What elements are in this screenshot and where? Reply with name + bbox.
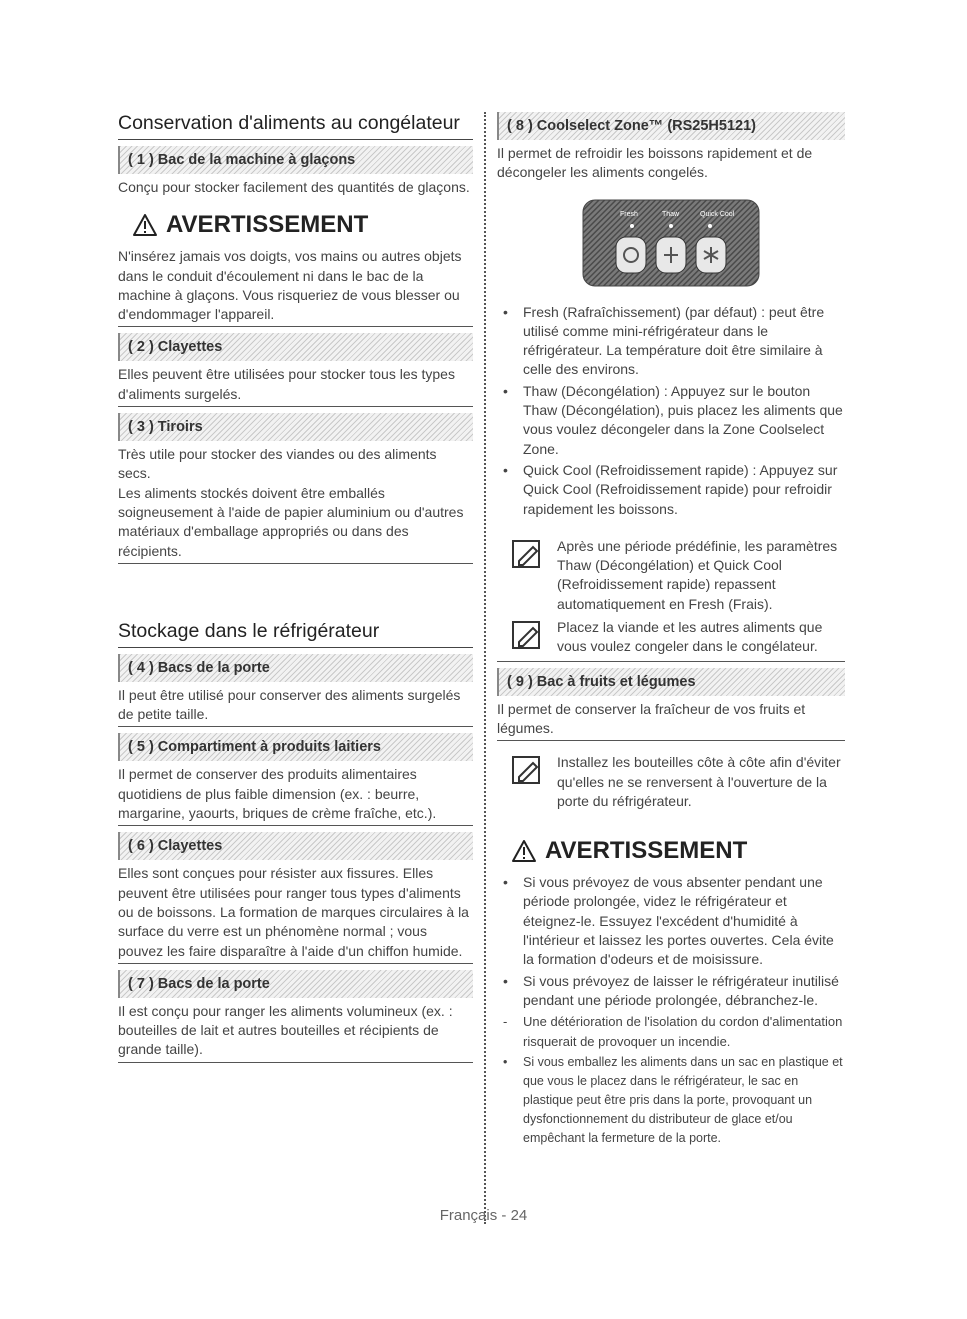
subheading-7: ( 7 ) Bacs de la porte	[118, 970, 473, 998]
list-item: • Si vous prévoyez de laisser le réfrigérateur inutilisé pendant une période prolongée, débranchez-le.	[503, 972, 839, 1008]
text-4: Il peut être utilisé pour conserver des aliments surgelés de petite taille.	[118, 686, 473, 728]
subheading-9: ( 9 ) Bac à fruits et légumes	[497, 668, 845, 696]
text-2: Elles peuvent être utilisées pour stocker tous les types d'aliments surgelés.	[118, 365, 473, 407]
note-pencil-icon	[511, 539, 543, 569]
warning-triangle-icon	[511, 839, 537, 863]
list-item: • Fresh (Rafraîchissement) (par défaut) : peut être utilisé comme mini-réfrigérateur dans le réfrigérateur. La température doit être similaire à celle des environs.	[503, 303, 825, 378]
note-2: Placez la viande et les autres aliments que vous voulez congeler dans le congélateur.	[497, 618, 845, 657]
left-column	[118, 112, 473, 1063]
text-9: Il permet de conserver la fraîcheur de vos fruits et légumes.	[497, 700, 845, 742]
warning-heading	[132, 211, 473, 239]
list-item: • Si vous prévoyez de vous absenter pendant une période prolongée, videz le réfrigérateur et éteignez-le. Essuyez l'excédent d'humidité à l'intérieur et laissez les portes ouvertes. Cela évite la formation d'odeurs et de moisissure.	[503, 874, 834, 968]
list-item: • Thaw (Décongélation) : Appuyez sur le bouton Thaw (Décongélation), puis placez les aliments que vous voulez décongeler dans la Zone Coolselect Zone.	[503, 382, 843, 457]
note-pencil-icon	[511, 755, 543, 785]
warning-heading-2	[511, 837, 845, 865]
subheading-4: ( 4 ) Bacs de la porte	[118, 654, 473, 682]
text-5: Il permet de conserver des produits alimentaires quotidiens de plus faible dimension (ex. : beurre, margarine, yaourts, briques de crème fraîche, etc.).	[118, 765, 473, 826]
subheading-5: ( 5 ) Compartiment à produits laitiers	[118, 733, 473, 761]
note-pencil-icon	[511, 620, 543, 650]
fresh-button-icon	[616, 237, 646, 273]
warning-title-2: AVERTISSEMENT	[545, 837, 748, 865]
warning-triangle-icon	[132, 213, 158, 237]
warning-title: AVERTISSEMENT	[166, 211, 369, 239]
text-1: Conçu pour stocker facilement des quantités de glaçons.	[118, 179, 470, 195]
section-title-freezer: Conservation d'aliments au congélateur	[118, 112, 473, 140]
warning-text: N'insérez jamais vos doigts, vos mains ou autres objets dans le conduit d'écoulement ni dans le bac de la machine à glaçons. Vous risqueriez de vous blesser ou d'endommager l'appareil.	[118, 247, 473, 327]
subheading-6: ( 6 ) Clayettes	[118, 832, 473, 860]
subheading-8: ( 8 ) Coolselect Zone™ (RS25H5121)	[497, 112, 845, 140]
page-footer: Français - 24	[439, 1207, 528, 1224]
warning-small-bullets	[497, 1053, 845, 1148]
warning-bullets	[497, 873, 845, 1051]
list-item: • Quick Cool (Refroidissement rapide) : Appuyez sur Quick Cool (Refroidissement rapide) pour refroidir rapidement les boissons.	[503, 461, 838, 517]
text-6: Elles sont conçues pour résister aux fissures. Elles peuvent être utilisées pour ranger tous types d'aliments ou de boissons. La formation de marques circulaires à la surface du verre est un phénomène normal ; vous pouvez les faire disparaître à l'aide d'un chiffon humide.	[118, 864, 473, 963]
list-item: • Si vous emballez les aliments dans un sac en plastique et que vous le placez dans le réfrigérateur, le sac en plastique peut être pris dans la porte, provoquant un dysfonctionnement du distributeur de glace et/ou empêchant la fermeture de la porte.	[503, 1054, 843, 1145]
subheading-1: ( 1 ) Bac de la machine à glaçons	[118, 146, 473, 174]
panel-label-thaw: Thaw	[662, 210, 680, 218]
note-9: Installez les bouteilles côte à côte afin d'éviter qu'elles ne se renversent à l'ouverture de la porte du réfrigérateur.	[497, 753, 845, 811]
right-column	[497, 112, 845, 1150]
coolselect-bullets	[497, 303, 845, 519]
text-7: Il est conçu pour ranger les aliments volumineux (ex. : bouteilles de lait et autres bouteilles et récipients de grande taille).	[118, 1002, 473, 1063]
subheading-3: ( 3 ) Tiroirs	[118, 413, 473, 441]
panel-label-fresh: Fresh	[620, 210, 638, 218]
text-8: Il permet de refroidir les boissons rapidement et de décongeler les aliments congelés.	[497, 145, 813, 181]
text-3: Très utile pour stocker des viandes ou des aliments secs. Les aliments stockés doivent être emballés soigneusement à l'aide de papier aluminium ou d'autres matériaux d'emballage appropriés ou dans des récipients.	[118, 445, 473, 564]
subheading-2: ( 2 ) Clayettes	[118, 333, 473, 361]
list-item: - Une détérioration de l'isolation du cordon d'alimentation risquerait de provoquer un incendie.	[503, 1014, 843, 1049]
note-1: Après une période prédéfinie, les paramètres Thaw (Décongélation) et Quick Cool (Refroidissement rapide) repassent automatiquement en Fresh (Frais).	[497, 537, 845, 614]
coolselect-panel-image	[582, 199, 760, 287]
panel-label-quickcool: Quick Cool	[700, 210, 735, 218]
section-title-fridge: Stockage dans le réfrigérateur	[118, 620, 473, 648]
column-divider	[484, 112, 486, 1224]
